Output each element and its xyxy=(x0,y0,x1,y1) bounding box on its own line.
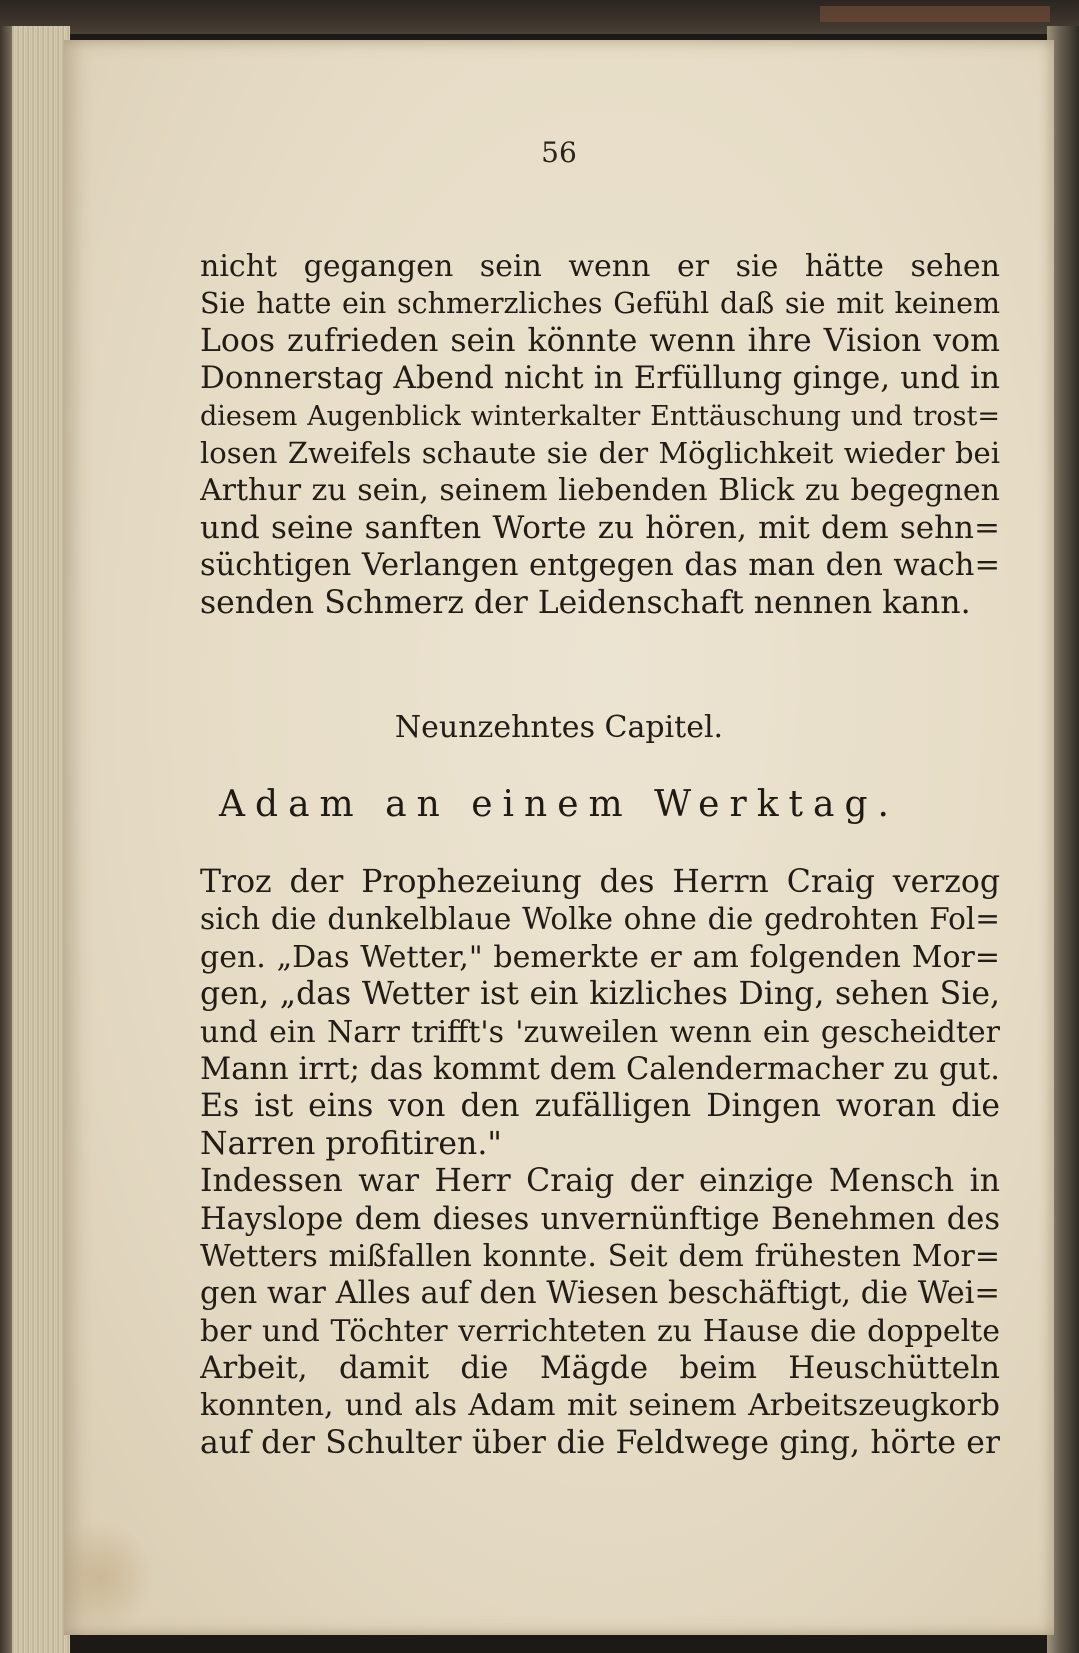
text-line: losen Zweifels schaute sie der Möglichkeit wieder bei xyxy=(200,435,1000,470)
text-line: süchtigen Verlangen entgegen das man den wach= xyxy=(200,548,1000,584)
text-line: nicht gegangen sein wenn er sie hätte sehen xyxy=(200,249,1000,284)
text-line: sich die dunkelblaue Wolke ohne die gedrohten Fol= xyxy=(200,902,1000,937)
text-line: Wetters mißfallen konnte. Seit dem frühesten Mor= xyxy=(200,1238,1000,1274)
text-line: und ein Narr trifft's 'zuweilen wenn ein gescheidter xyxy=(200,1014,1000,1050)
top-paragraph xyxy=(200,248,1000,622)
text-line: Hayslope dem dieses unvernünftige Benehmen des xyxy=(200,1201,1000,1237)
text-line: Indessen war Herr Craig der einzige Mensch in xyxy=(200,1163,1000,1200)
page-number: 56 xyxy=(541,136,577,169)
text-line: gen, „das Wetter ist ein kizliches Ding, sehen Sie, xyxy=(200,976,1000,1013)
text-line: gen. „Das Wetter," bemerkte er am folgenden Mor= xyxy=(200,939,1000,975)
text-line: Troz der Prophezeiung des Herrn Craig verzog xyxy=(200,864,1000,900)
text-line: und seine sanften Worte zu hören, mit dem sehn= xyxy=(200,509,1000,546)
text-line: Arthur zu sein, seinem liebenden Blick zu begegnen xyxy=(200,473,1000,509)
chapter-title: Adam an einem Werktag. xyxy=(219,784,899,825)
book-page xyxy=(64,40,1054,1635)
text-line: Loos zufrieden sein könnte wenn ihre Vision vom xyxy=(200,322,1000,359)
text-line: Arbeit, damit die Mägde beim Heuschütteln xyxy=(200,1350,1000,1387)
paper-stain xyxy=(64,1520,154,1635)
text-line: ber und Töchter verrichteten zu Hause die doppelte xyxy=(200,1313,1000,1349)
text-line: diesem Augenblick winterkalter Enttäuschung und trost= xyxy=(200,400,1000,432)
text-line: gen war Alles auf den Wiesen beschäftigt, die Wei= xyxy=(200,1276,1000,1312)
text-line: Narren profitiren." xyxy=(200,1125,502,1162)
text-line: konnten, und als Adam mit seinem Arbeitszeugkorb xyxy=(200,1388,1000,1424)
text-line: Donnerstag Abend nicht in Erfüllung ginge, und in xyxy=(200,360,1000,397)
text-line: Mann irrt; das kommt dem Calendermacher zu gut. xyxy=(200,1051,1000,1087)
text-line: Sie hatte ein schmerzliches Gefühl daß sie mit keinem xyxy=(200,287,1000,321)
text-line: Es ist eins von den zufälligen Dingen woran die xyxy=(200,1088,1000,1125)
book-cover-top-edge xyxy=(0,0,1079,34)
chapter-body xyxy=(200,864,1000,1462)
text-line: auf der Schulter über die Feldwege ging, hörte er xyxy=(200,1424,1000,1461)
stacked-page-edges xyxy=(0,26,70,1653)
chapter-number: Neunzehntes Capitel. xyxy=(394,710,724,745)
text-line: senden Schmerz der Leidenschaft nennen kann. xyxy=(200,584,971,621)
